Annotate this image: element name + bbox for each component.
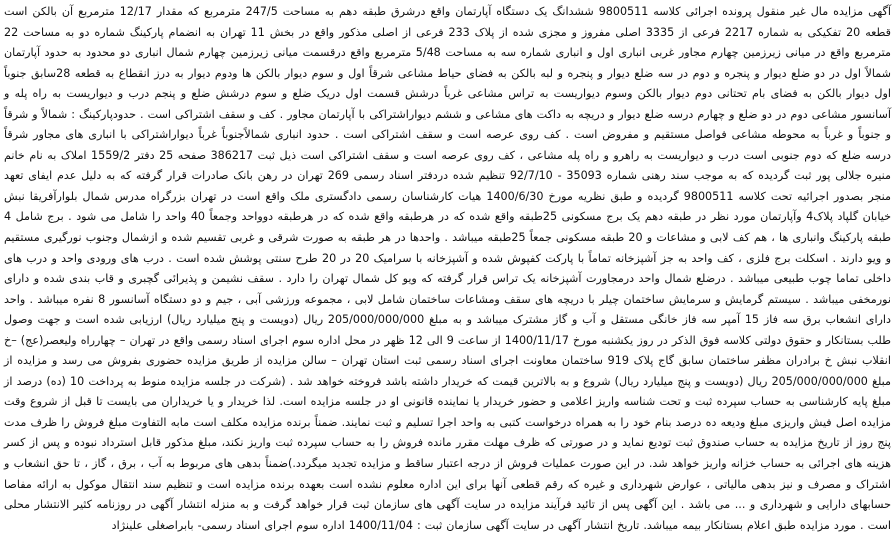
notice-body-text: آگهی مزایده مال غیر منقول پرونده اجرائی کلاسه 9800511 ششدانگ یک دستگاه آپارتمان واقع درشرق طبقه دهم به مساحت 247/5 مترمربع که مقدار 12/17 مترمربع آن بالکن است قطعه 20 تفکیکی به شماره 2217 فرعی از 3335 اصلی مفروز و مجزی شده از پلاک 233 فرعی از اصلی مذکور واقع در بخش 11 تهران به انضمام پارکینگ شماره دو به مساحت 22 مترمربع واقع در میانی زیرزمین چهارم مجاور غربی انباری اول و انباری شماره سه به مساحت 5/48 مترمربع واقع درقسمت میانی زیرزمین چهارم شمال انباری دو محدود به حدود آپارتمان شمالاً اول در دو ضلع دیوار و پنجره و دوم در سه ضلع دیوار و پنجره و لبه بالکن به فضای حیاط مشاعی شرقاً اول و سوم دیوار بالکن ها ودوم دیوار به درز انقطاع به قطعه 28سابق جنوباً اول دیوار بالکن به فضای بام تحتانی دوم دیوار بالکن وسوم دیواریست به تراس مشاعی غرباً درشش قسمت اول دریک ضلع و سوم درشش ضلع و پنجم درب و دیواریست به راه پله و آسانسور مشاعی دوم در دو ضلع و چهارم درسه ضلع دیوار و دریچه به داکت های مشاعی و ششم دیواراشتراکی با آپارتمان مجاور . کف و سقف اشتراکی است . حدودپارکینگ : شمالاً و شرقاً و جنوباً و غرباً به محوطه مشاعی فواصل مستقیم و مفروض است . کف روی عرصه است و سقف اشتراکی است . حدود انباری شمالاًجنوباً غرباً دیواراشتراکی با انباری های مجاور شرقاً درسه ضلع که دوم جنوبی است درب و دیواریست به راهرو و راه پله مشاعی ، کف روی عرصه است و سقف اشتراکی است ذیل ثبت 386217 صفحه 25 دفتر 1559/2 املاک به نام خانم منیره جلالی پور ثبت گردیده که به موجب سند رهنی شماره 35093 - 92/7/10 تنظیم شده دردفتر اسناد رسمی 269 تهران در رهن بانک صادرات قرار گرفته که به دلیل عدم ایفای تعهد منجر بصدور اجرائیه تحت کلاسه 9800511 گردیده و طبق نظریه مورخ 1400/6/30 هیات کارشناسان رسمی دادگستری ملک واقع است در تهران بزرگراه مدرس شمال بلوارآفریقا نبش خیابان گلپاد پلاک4 وآپارتمان مورد نظر در طبقه دهم یک برج مسکونی 25طبقه واقع شده که در هرطبقه واقع شده که در هرطبقه دوواحد وجمعاً 40 واحد را شامل می شود . برج شامل 4 طبقه پارکینگ وانباری ها ، هم کف لابی و مشاعات و 20 طبقه مسکونی جمعاً 25طبقه میباشد . واحدها در هر طبقه به صورت شرقی و غربی تقسیم شده و ازشمال وجنوب نورگیری مستقیم و ویو دارند . اسکلت برج فلزی ، کف واحد به جز آشپزخانه تماماً با پارکت کفپوش شده و آشپزخانه با سرامیک 20 در 20 طرح سنتی پوشش شده است . درب های ورودی واحد و درب های داخلی تماما چوب طبیعی میباشد . درضلع شمال واحد درمجاورت آشپزخانه یک تراس قرار گرفته که ویو کل شمال تهران را دارد . سقف نشیمن و پذیرائی گچبری و قاب بندی شده و دارای نورمخفی میباشد . سیستم گرمایش و سرمایش ساختمان چیلر با دریچه های سقف ومشاعات ساختمان شامل لابی ، مجموعه ورزشی آبی ، جیم و دو دستگاه آسانسور 8 نفره میباشد . واحد دارای انشعاب برق سه فاز 15 آمپر سه فاز خانگی مستقل و آب و گاز مشترک میباشد و به مبلغ 205/000/000/000 ریال (دویست و پنج میلیارد ریال) ارزیابی شده است و جهت وصول طلب بستانکار و حقوق دولتی کلاسه فوق الذکر در روز یکشنبه مورخ 1400/11/17 از ساعت 9 الی 12 ظهر در محل اداره سوم اجرای اسناد رسمی واقع در تهران – چهارراه ولیعصر(عج) –خ انقلاب نبش خ برادران مظفر ساختمان سابق گاج پلاک 919 ساختمان معاونت اجرای اسناد رسمی ثبت استان تهران – سالن مزایده از طریق مزایده حضوری بفروش می رسد و مزایده از مبلغ 205/000/000/000 ریال (دویست و پنج میلیارد ریال) شروع و به بالاترین قیمت که خریدار داشته باشد فروخته خواهد شد . (شرکت در جلسه مزایده منوط به پرداخت 10 (ده) درصد از مبلغ پایه کارشناسی به حساب سپرده ثبت و تحت شناسه واریز اعلامی و حضور خریدار یا نماینده قانونی او در جلسه مزایده است. لذا خریدار و یا خریداران می بایست تا قبل از شروع وقت مزایده اصل فیش واریزی مبلغ ودیعه ده درصد بنام خود را به همراه درخواست کتبی به واحد اجرا تسلیم و ثبت نمایند. ضمناً برنده مزایده مکلف است مابه التفاوت مبلغ فروش را ظرف مدت پنج روز از تاریخ مزایده به حساب صندوق ثبت تودیع نماید و در صورتی که ظرف مهلت مقرر مانده فروش را به حساب سپرده ثبت واریز نکند، مبلغ مذکور قابل استرداد نبوده و پس از کسر هزینه های اجرائی به حساب خزانه واریز خواهد شد. در این صورت عملیات فروش از درجه اعتبار ساقط و مزایده تجدید میگردد.)ضمناً بدهی های مربوط به آب ، برق ، گاز ، تا حق انشعاب و اشتراک و مصرف و نیز بدهی مالیاتی ، عوارض شهرداری و غیره که رقم قطعی آنها برای این اداره معلوم نشده است بعهده برنده مزایده است و تنظیم سند انتقال موکول به ارائه مفاصا حسابهای دارایی و شهرداری و ... می باشد . این آگهی پس از تائید فرآیند مزایده در سایت آگهی های سازمان ثبت قرار خواهد گرفت و به منزله انتشار آگهی در روزنامه کثیر الانتشار محلی است . مورد مزایده طبق اعلام بستانکار بیمه میباشد. تاریخ انتشار آگهی در سایت آگهی سازمان ثبت : 1400/11/04 اداره سوم اجرای اسناد رسمی- بابراصغلی علینژاد xyxy=(4,5,892,532)
